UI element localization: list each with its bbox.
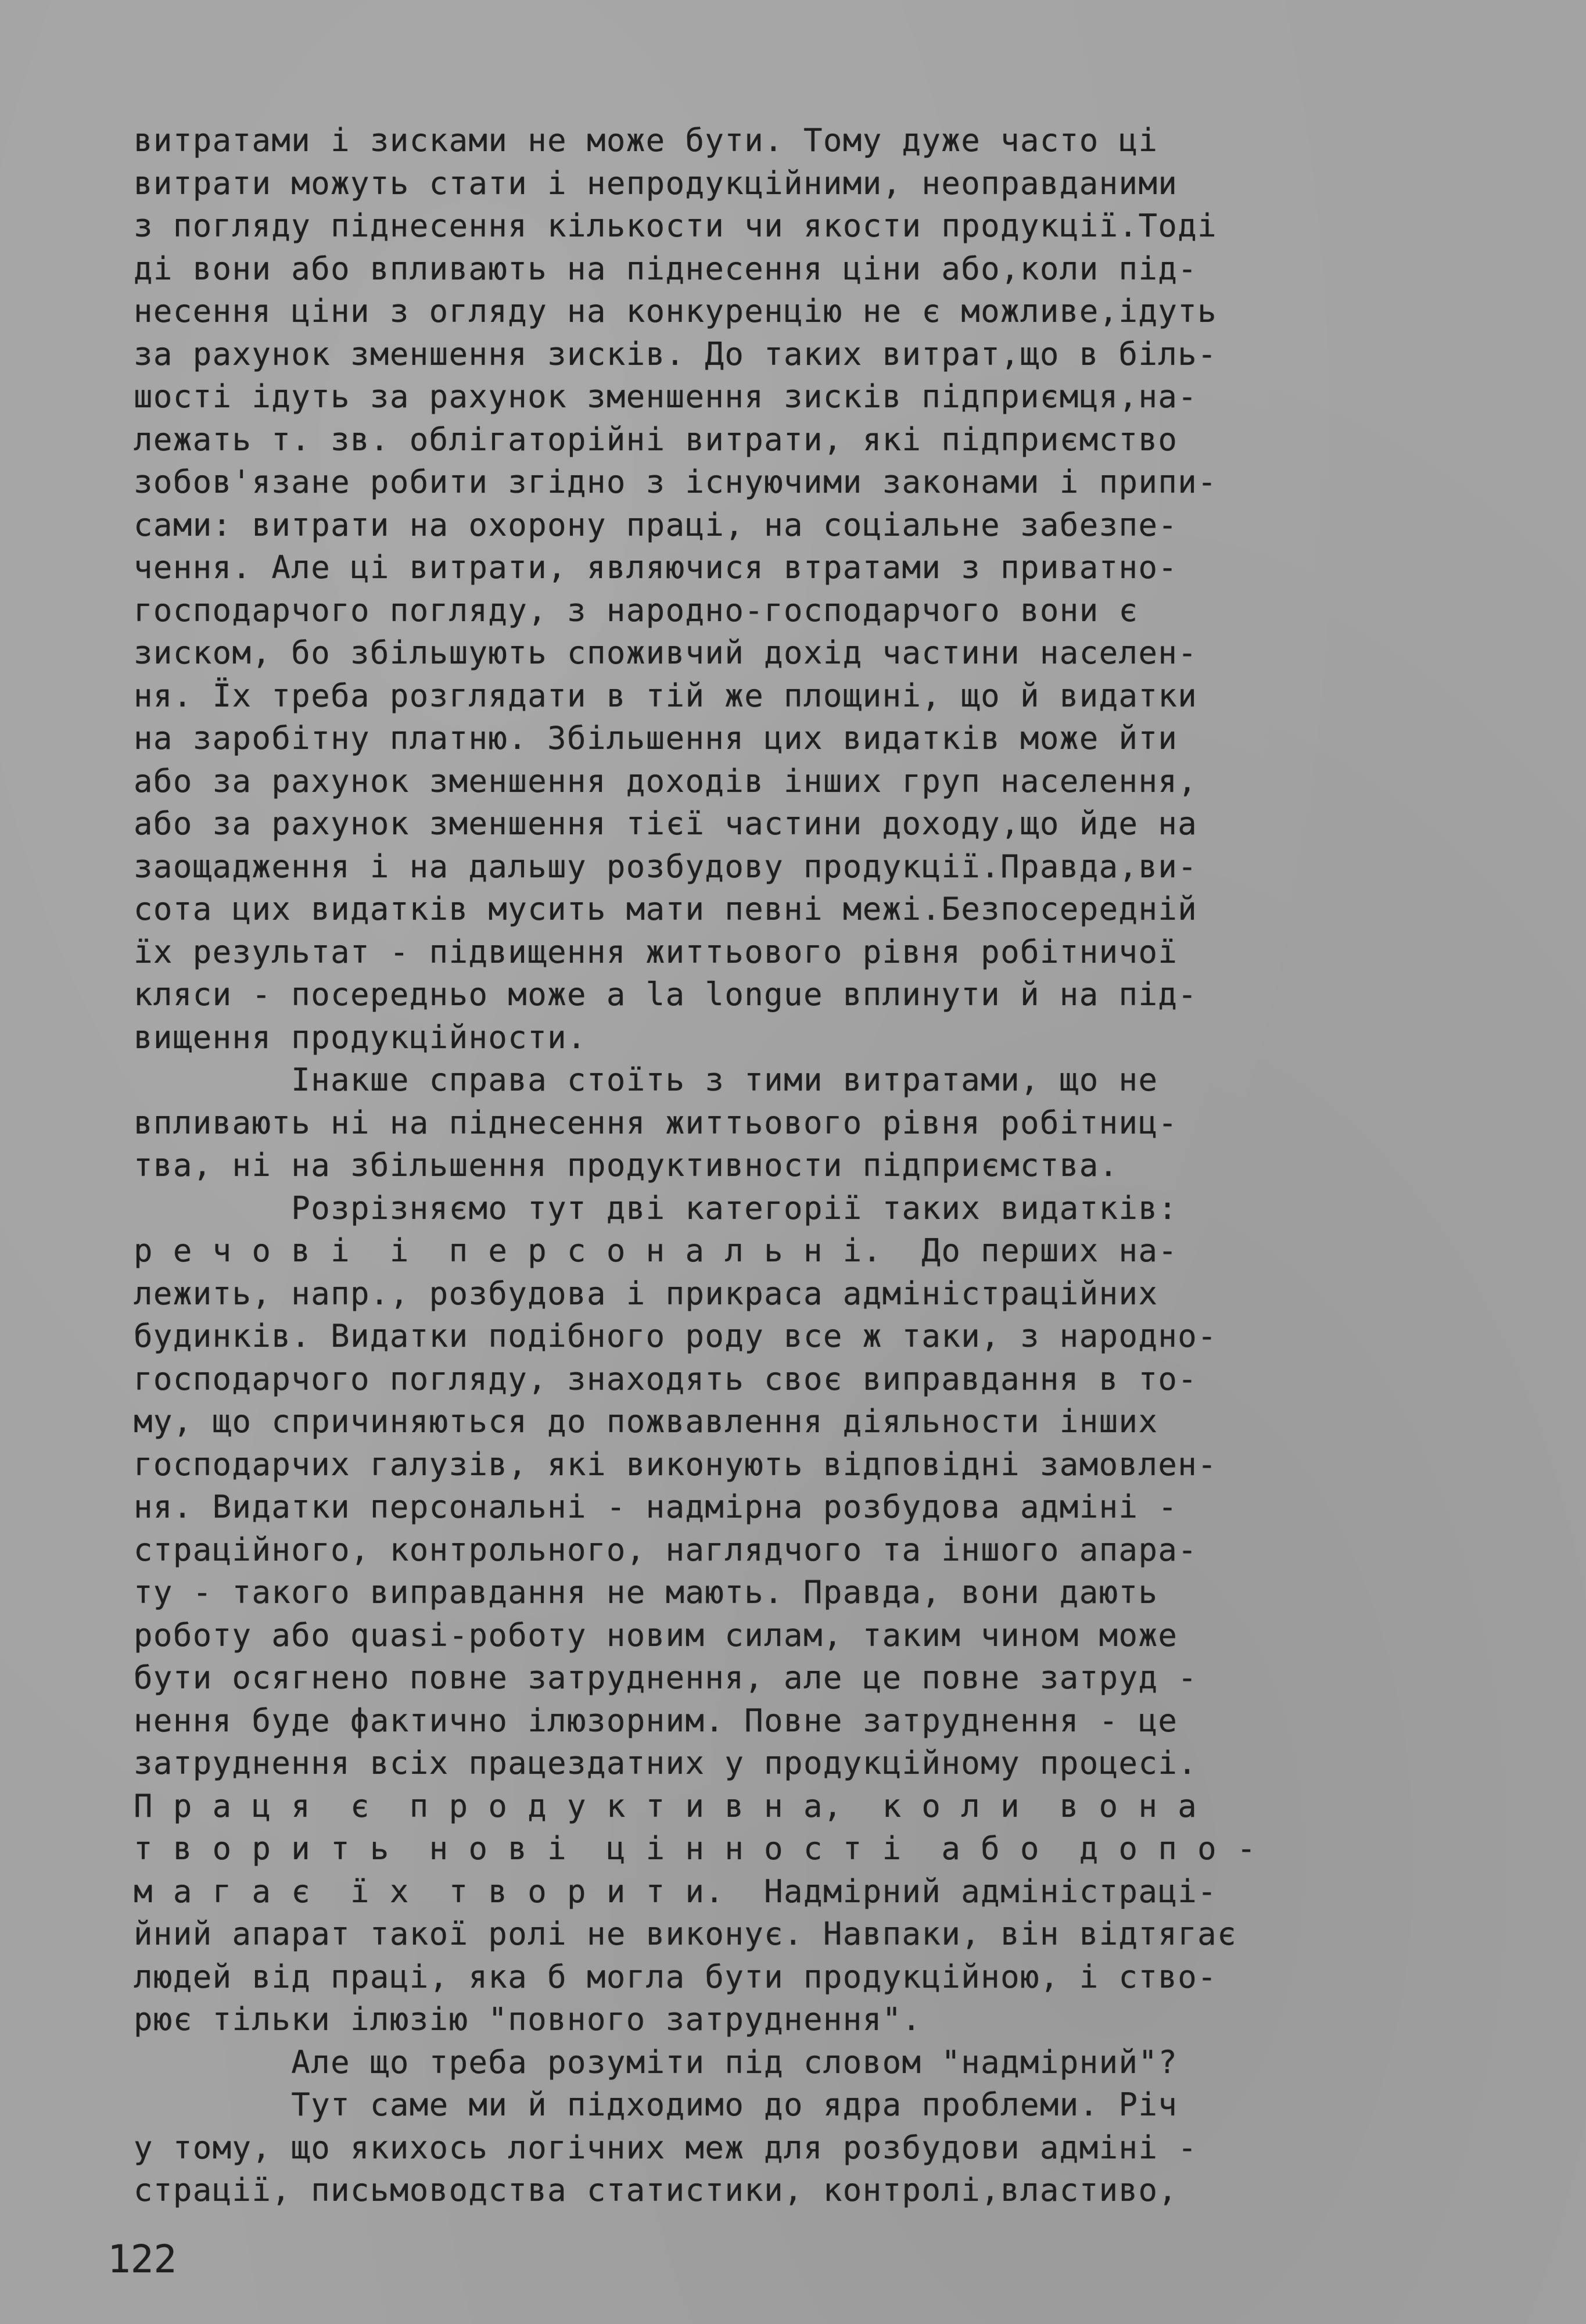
text-line: тва, ні на збільшення продуктивности підприємства. xyxy=(134,1147,1119,1183)
text-line: йний апарат такої ролі не виконує. Навпаки, він відтягає xyxy=(134,1916,1237,1952)
text-line: П р а ц я є п р о д у к т и в н а, к о л и в о н а xyxy=(134,1787,1198,1824)
text-line: шості ідуть за рахунок зменшення зисків підприємця,на- xyxy=(134,378,1198,415)
text-line: т в о р и т ь н о в і ц і н н о с т і а б о д о п о - xyxy=(134,1830,1257,1867)
text-line: у тому, що якихось логічних меж для розбудови адміні - xyxy=(134,2129,1198,2166)
text-line: вищення продукційности. xyxy=(134,1018,587,1056)
body-text xyxy=(134,119,1493,2212)
text-line: ня. Їх треба розглядати в тій же площині, що й видатки xyxy=(134,677,1198,714)
text-line: лежать т. зв. облігаторійні витрати, які підприємство xyxy=(134,421,1178,458)
text-line: сота цих видатків мусить мати певні межі.Безпосередній xyxy=(134,891,1198,927)
text-line: лежить, напр., розбудова і прикраса адміністраційних xyxy=(134,1275,1158,1312)
text-line: роботу або quasi-роботу новим силам, таким чином може xyxy=(134,1616,1178,1654)
text-line: сами: витрати на охорону праці, на соціальне забезпе- xyxy=(134,506,1178,543)
text-line: будинків. Видатки подібного роду все ж таки, з народно- xyxy=(134,1318,1218,1354)
text-line: Інакше справа стоїть з тими витратами, що не xyxy=(134,1061,1158,1098)
text-line: чення. Але ці витрати, являючися втратами з приватно- xyxy=(134,549,1178,586)
text-line: Але що треба розуміти під словом "надмірний"? xyxy=(134,2043,1178,2081)
text-line: ня. Видатки персональні - надмірна розбудова адміні - xyxy=(134,1489,1178,1525)
text-line: р е ч о в і і п е р с о н а л ь н і. До перших на- xyxy=(134,1232,1178,1269)
text-line: бути осягнено повне затруднення, але це повне затруд - xyxy=(134,1659,1198,1696)
text-line: ді вони або впливають на піднесення ціни або,коли під- xyxy=(134,250,1198,287)
text-line: господарчого погляду, з народно-господарчого вони є xyxy=(134,591,1139,629)
text-line: рює тільки ілюзію "повного затруднення". xyxy=(134,2001,922,2038)
page-number: 122 xyxy=(107,2237,177,2282)
text-line: витрати можуть стати і непродукційними, неоправданими xyxy=(134,164,1178,202)
text-line: нення буде фактично ілюзорним. Повне затруднення - це xyxy=(134,1702,1178,1739)
text-line: зиском, бо збільшують споживчий дохід частини населен- xyxy=(134,634,1198,671)
text-line: витратами і зисками не може бути. Тому дуже часто ці xyxy=(134,122,1158,159)
text-line: Тут саме ми й підходимо до ядра проблеми. Річ xyxy=(134,2086,1178,2123)
text-line: несення ціни з огляду на конкуренцію не є можливе,ідуть xyxy=(134,293,1218,329)
text-line: господарчого погляду, знаходять своє виправдання в то- xyxy=(134,1360,1198,1397)
text-line: зобов'язане робити згідно з існуючими законами і припи- xyxy=(134,464,1218,500)
text-line: страції, письмоводства статистики, контролі,властиво, xyxy=(134,2172,1178,2208)
text-line: господарчих галузів, які виконують відповідні замовлен- xyxy=(134,1446,1218,1483)
text-line: або за рахунок зменшення доходів інших груп населення, xyxy=(134,762,1198,799)
text-line: затруднення всіх працездатних у продукційному процесі. xyxy=(134,1745,1198,1781)
text-line: на заробітну платню. Збільшення цих видатків може йти xyxy=(134,720,1178,756)
text-line: му, що спричиняються до пожвавлення діяльности інших xyxy=(134,1403,1158,1440)
text-line: або за рахунок зменшення тієї частини доходу,що йде на xyxy=(134,805,1198,842)
text-line: впливають ні на піднесення життьового рівня робітниц- xyxy=(134,1104,1178,1141)
text-line: Розрізняємо тут дві категорії таких видатків: xyxy=(134,1189,1178,1226)
text-line: людей від праці, яка б могла бути продукційною, і ство- xyxy=(134,1958,1218,1995)
text-line: за рахунок зменшення зисків. До таких витрат,що в біль- xyxy=(134,335,1218,372)
text-line: страційного, контрольного, наглядчого та іншого апара- xyxy=(134,1531,1198,1568)
text-line: м а г а є ї х т в о р и т и. Надмірний адміністраці- xyxy=(134,1873,1218,1910)
text-line: ту - такого виправдання не мають. Правда, вони дають xyxy=(134,1574,1158,1611)
text-line: заощадження і на дальшу розбудову продукції.Правда,ви- xyxy=(134,848,1198,885)
text-line: кляси - посередньо може a la longue вплинути й на під- xyxy=(134,976,1198,1013)
text-line: з погляду піднесення кількости чи якости продукції.Тоді xyxy=(134,207,1218,244)
text-line: їх результат - підвищення життьового рівня робітничої xyxy=(134,933,1178,970)
